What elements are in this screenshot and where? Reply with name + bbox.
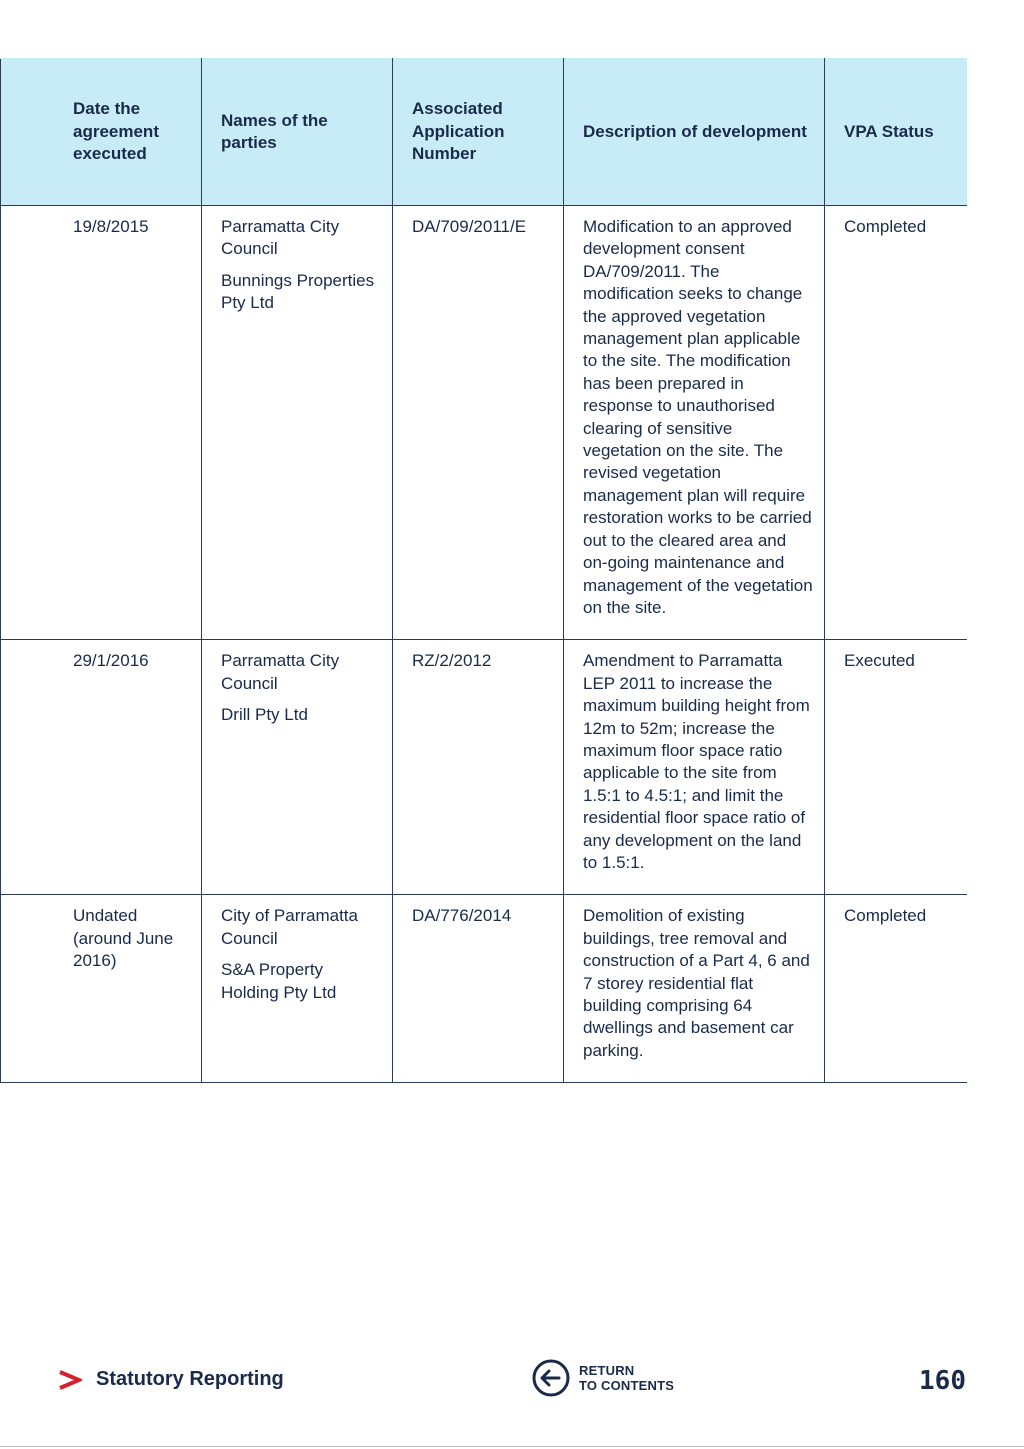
- cell-date: 29/1/2016: [1, 640, 202, 895]
- party-name: S&A Property Holding Pty Ltd: [221, 960, 337, 1002]
- cell-status: Completed: [825, 895, 967, 1083]
- cell-description: Demolition of existing buildings, tree removal and construction of a Part 4, 6 and 7 storey residential flat building comprising 64 dwellings and basement car parking.: [564, 895, 825, 1083]
- return-label-line1: RETURN: [579, 1363, 635, 1378]
- page-number: 160: [919, 1366, 966, 1396]
- cell-status: Executed: [825, 640, 967, 895]
- party-name: Parramatta City Council: [221, 217, 340, 259]
- table-row: [1, 895, 967, 1083]
- section-title: Statutory Reporting: [96, 1368, 284, 1390]
- footer-section-label: [58, 1368, 284, 1391]
- cell-parties: [202, 640, 393, 895]
- cell-description: Amendment to Parramatta LEP 2011 to increase the maximum building height from 12m to 52m; increase the maximum floor space ratio applicable to the site from 1.5:1 to 4.5:1; and limit the residential floor space ratio of any development on the land to 1.5:1.: [564, 640, 825, 895]
- cell-application: RZ/2/2012: [393, 640, 564, 895]
- header-description: Description of development: [564, 59, 825, 206]
- bottom-divider: [0, 1446, 1024, 1447]
- return-label-line2: TO CONTENTS: [579, 1378, 675, 1393]
- header-date: Date the agreement executed: [1, 59, 202, 206]
- table-row: [1, 640, 967, 895]
- party-name: Drill Pty Ltd: [221, 705, 308, 725]
- party-name: Bunnings Properties Pty Ltd: [221, 270, 375, 313]
- cell-parties: [202, 895, 393, 1083]
- cell-status: Completed: [825, 206, 967, 640]
- vpa-register-table: [0, 58, 967, 1083]
- header-status: VPA Status: [825, 59, 967, 206]
- cell-application: DA/709/2011/E: [393, 206, 564, 640]
- table-row: [1, 206, 967, 640]
- header-application: Associated Application Number: [393, 59, 564, 206]
- cell-date: Undated (around June 2016): [1, 895, 202, 1083]
- header-parties: Names of the parties: [202, 59, 393, 206]
- table-header-row: [1, 59, 967, 206]
- return-label: [579, 1363, 674, 1393]
- arrow-left-circle-icon: [531, 1358, 571, 1398]
- chevron-right-icon: [58, 1369, 82, 1391]
- party-name: City of Parramatta Council: [221, 906, 358, 948]
- return-to-contents-link[interactable]: [531, 1358, 674, 1398]
- cell-parties: [202, 206, 393, 640]
- cell-application: DA/776/2014: [393, 895, 564, 1083]
- party-name: Parramatta City Council: [221, 651, 340, 693]
- cell-date: 19/8/2015: [1, 206, 202, 640]
- cell-description: Modification to an approved development consent DA/709/2011. The modification seeks to change the approved vegetation management plan applicable to the site. The modification has been prepared in response to unauthorised clearing of sensitive vegetation on the site. The revised vegetation management plan will require restoration works to be carried out to the cleared area and on-going maintenance and management of the vegetation on the site.: [564, 206, 825, 640]
